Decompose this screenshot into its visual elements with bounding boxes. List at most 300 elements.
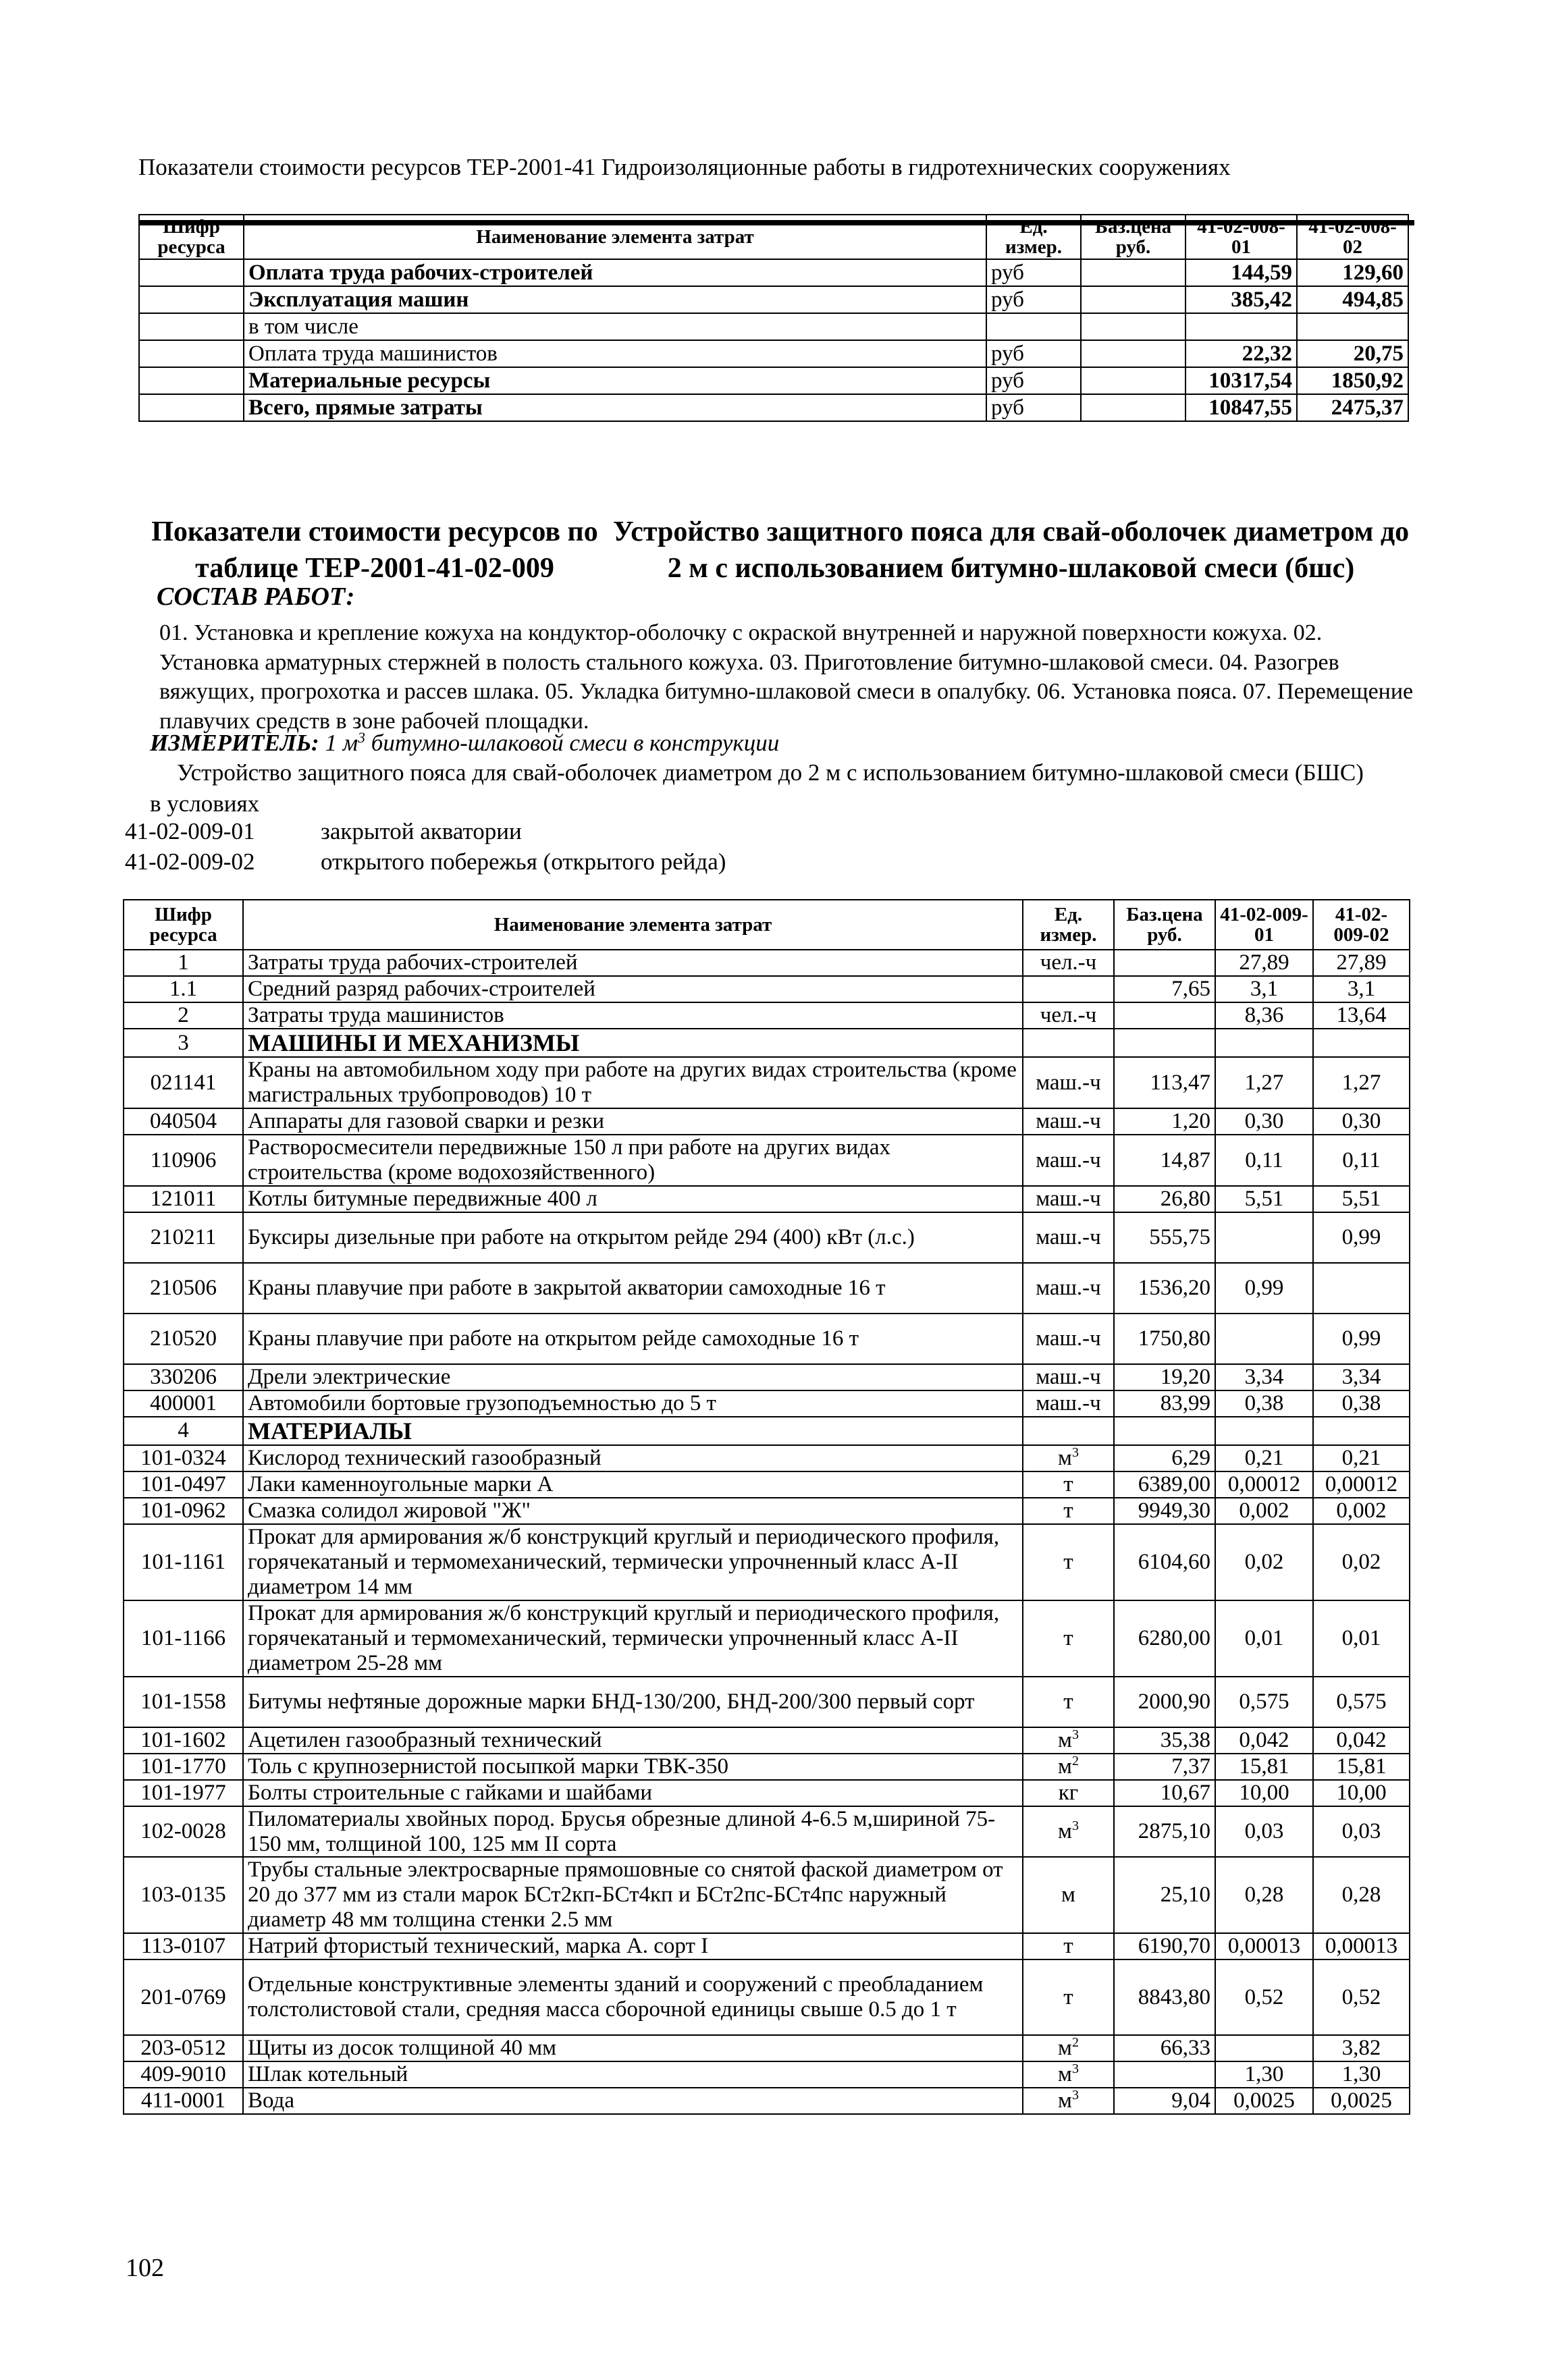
cell-variant-2: 2475,37 (1297, 394, 1408, 421)
cell-variant-2: 1,30 (1313, 2061, 1410, 2088)
cell-variant-1: 3,34 (1215, 1364, 1313, 1390)
composition-text: 01. Установка и крепление кожуха на кондуктор-оболочку с окраской внутренней и наружной поверхности кожуха. 02. Установка арматурных стержней в полость стального кожуха. 03. Приготовление битумно-шлаковой смеси. 04. Разогрев вяжущих, прогрохотка и рассев шлака. 05. Укладка битумно-шлаковой смеси в опалубку. 06. Установка пояса. 07. Перемещение плавучих средств в зоне рабочей площадки. (159, 620, 1414, 734)
cell-base-price (1081, 367, 1185, 394)
cell-code: 330206 (124, 1364, 243, 1390)
unit-text: т (1063, 1498, 1073, 1523)
col-header-code: Шифр ресурса (139, 215, 244, 259)
variant-line (125, 818, 522, 845)
cell-unit (1023, 1806, 1114, 1858)
table-row (124, 2035, 1410, 2061)
cell-code: 101-1161 (124, 1524, 243, 1600)
cell-name: Ацетилен газообразный технический (243, 1727, 1023, 1754)
cell-unit (1023, 2088, 1114, 2114)
cell-base-price: 25,10 (1114, 1857, 1215, 1933)
table-row (124, 1959, 1410, 2035)
cell-variant-2: 0,002 (1313, 1498, 1410, 1524)
resources-table-header (124, 900, 1410, 950)
cell-name: Болты строительные с гайками и шайбами (243, 1780, 1023, 1806)
cell-base-price: 83,99 (1114, 1390, 1215, 1417)
table-reference-title: Показатели стоимости ресурсов по таблице ТЕР-2001-41-02-009 (151, 516, 598, 584)
cell-code: 210211 (124, 1212, 243, 1263)
unit-text: маш.-ч (1036, 1326, 1101, 1351)
unit-text: м (1058, 2036, 1072, 2061)
cell-unit (1023, 1057, 1114, 1108)
cell-name: Трубы стальные электросварные прямошовные со снятой фаской диаметром от 20 до 377 мм из стали марок БСт2кп-БСт4кп и БСт2пс-БСт4пс наружный диаметр 48 мм толщина стенки 2.5 мм (243, 1857, 1023, 1933)
cell-unit (1023, 1212, 1114, 1263)
cell-name: Отдельные конструктивные элементы зданий и сооружений с преобладанием толстолистовой стали, средняя масса сборочной единицы свыше 0.5 до 1 т (243, 1959, 1023, 2035)
cell-base-price: 1750,80 (1114, 1314, 1215, 1364)
col-header-unit: Ед. измер. (1023, 900, 1114, 950)
cell-unit (1023, 1959, 1114, 2035)
cell-variant-2: 0,00012 (1313, 1471, 1410, 1498)
cell-variant-2: 1,27 (1313, 1057, 1410, 1108)
cell-code: 101-0324 (124, 1445, 243, 1471)
cell-unit (1023, 1314, 1114, 1364)
cell-name: Смазка солидол жировой "Ж" (243, 1498, 1023, 1524)
table-row (124, 1471, 1410, 1498)
cell-variant-1 (1215, 1029, 1313, 1057)
cell-unit (1023, 1263, 1114, 1314)
cell-base-price (1114, 2061, 1215, 2088)
cell-unit (1023, 1445, 1114, 1471)
cell-base-price: 6190,70 (1114, 1933, 1215, 1959)
cell-name: Прокат для армирования ж/б конструкций круглый и периодического профиля, горячекатаный и термомеханический, термически упрочненный класс А-II диаметром 25-28 мм (243, 1600, 1023, 1677)
cell-name: Котлы битумные передвижные 400 л (243, 1186, 1023, 1212)
cell-unit (1023, 1390, 1114, 1417)
section-row (124, 1029, 1410, 1057)
cell-code: 400001 (124, 1390, 243, 1417)
cell-name: Затраты труда машинистов (243, 1002, 1023, 1029)
cell-variant-1: 0,38 (1215, 1390, 1313, 1417)
cell-unit (1023, 976, 1114, 1002)
cell-name: Щиты из досок толщиной 40 мм (243, 2035, 1023, 2061)
cell-variant-1: 385,42 (1185, 286, 1297, 313)
cell-base-price (1114, 1029, 1215, 1057)
cell-name: Оплата труда рабочих-строителей (244, 259, 986, 286)
table-row (124, 1364, 1410, 1390)
cell-base-price: 2875,10 (1114, 1806, 1215, 1858)
cell-base-price (1114, 950, 1215, 976)
table-row (124, 1135, 1410, 1186)
cell-name: Вода (243, 2088, 1023, 2114)
cell-name: Буксиры дизельные при работе на открытом рейде 294 (400) кВт (л.с.) (243, 1212, 1023, 1263)
cell-code: 101-0962 (124, 1498, 243, 1524)
unit-exponent: 3 (1071, 2061, 1079, 2077)
cell-unit (1023, 1524, 1114, 1600)
cell-variant-2: 129,60 (1297, 259, 1408, 286)
cell-name: Краны плавучие при работе в закрытой акватории самоходные 16 т (243, 1263, 1023, 1314)
resources-table-body (124, 950, 1410, 2114)
unit-exponent: 3 (1071, 2088, 1079, 2103)
col-header-unit: Ед. измер. (986, 215, 1081, 259)
cell-code: 203-0512 (124, 2035, 243, 2061)
col-header-base-price: Баз.цена руб. (1114, 900, 1215, 950)
cell-name: МАШИНЫ И МЕХАНИЗМЫ (243, 1029, 1023, 1057)
cell-base-price: 113,47 (1114, 1057, 1215, 1108)
cell-variant-2: 3,34 (1313, 1364, 1410, 1390)
cell-variant-1: 0,28 (1215, 1857, 1313, 1933)
cell-variant-2: 5,51 (1313, 1186, 1410, 1212)
cell-variant-1: 22,32 (1185, 340, 1297, 367)
cell-variant-2: 0,52 (1313, 1959, 1410, 2035)
cell-name: в том числе (244, 313, 986, 340)
cell-variant-1: 144,59 (1185, 259, 1297, 286)
measure-line (150, 729, 779, 757)
unit-text: маш.-ч (1036, 1364, 1101, 1389)
col-header-variant-1: 41-02-009-01 (1215, 900, 1313, 950)
unit-text: чел.-ч (1040, 950, 1097, 975)
cell-variant-1: 0,01 (1215, 1600, 1313, 1677)
cell-code (139, 340, 244, 367)
cell-name: Кислород технический газообразный (243, 1445, 1023, 1471)
cell-variant-2: 0,0025 (1313, 2088, 1410, 2114)
col-header-variant-2: 41-02-009-02 (1313, 900, 1410, 950)
cell-code: 201-0769 (124, 1959, 243, 2035)
cell-base-price: 14,87 (1114, 1135, 1215, 1186)
col-header-name: Наименование элемента затрат (244, 215, 986, 259)
col-header-variant-2: 41-02-008-02 (1297, 215, 1408, 259)
cell-unit (1023, 1186, 1114, 1212)
cell-variant-2: 0,575 (1313, 1677, 1410, 1727)
unit-text: т (1063, 1934, 1073, 1959)
col-header-code: Шифр ресурса (124, 900, 243, 950)
unit-text: м (1058, 1754, 1072, 1779)
cell-code: 101-1166 (124, 1600, 243, 1677)
cell-base-price: 8843,80 (1114, 1959, 1215, 2035)
table-row (124, 950, 1410, 976)
table-row (124, 1390, 1410, 1417)
table-row (124, 1600, 1410, 1677)
table-row (124, 1677, 1410, 1727)
cell-variant-1: 0,30 (1215, 1108, 1313, 1135)
unit-text: маш.-ч (1036, 1390, 1101, 1415)
variant-text: открытого побережья (открытого рейда) (321, 848, 726, 875)
cell-base-price: 6389,00 (1114, 1471, 1215, 1498)
cell-code: 210506 (124, 1263, 243, 1314)
cell-variant-1 (1185, 313, 1297, 340)
cell-variant-1: 10,00 (1215, 1780, 1313, 1806)
cell-base-price: 7,65 (1114, 976, 1215, 1002)
unit-text: м (1058, 1446, 1072, 1471)
col-header-name: Наименование элемента затрат (243, 900, 1023, 950)
table-row (139, 286, 1408, 313)
composition-heading: СОСТАВ РАБОТ: (157, 583, 355, 611)
cell-variant-1 (1215, 2035, 1313, 2061)
cell-variant-1: 0,52 (1215, 1959, 1313, 2035)
cell-unit (986, 313, 1081, 340)
cell-variant-2: 0,28 (1313, 1857, 1410, 1933)
cell-variant-1 (1215, 1314, 1313, 1364)
cell-unit (1023, 1933, 1114, 1959)
table-row (139, 259, 1408, 286)
table-row (124, 1108, 1410, 1135)
measure-exponent: 3 (358, 729, 366, 746)
table-row (124, 1524, 1410, 1600)
cell-base-price: 6280,00 (1114, 1600, 1215, 1677)
cell-base-price (1081, 394, 1185, 421)
cell-variant-2: 0,21 (1313, 1445, 1410, 1471)
cell-variant-1: 0,0025 (1215, 2088, 1313, 2114)
cell-variant-1 (1215, 1212, 1313, 1263)
cell-code: 021141 (124, 1057, 243, 1108)
cell-code: 411-0001 (124, 2088, 243, 2114)
table-row (124, 1933, 1410, 1959)
unit-text: чел.-ч (1040, 1002, 1097, 1027)
cell-code: 3 (124, 1029, 243, 1057)
cell-name: Шлак котельный (243, 2061, 1023, 2088)
cell-variant-1: 1,27 (1215, 1057, 1313, 1108)
cell-base-price: 6104,60 (1114, 1524, 1215, 1600)
cell-unit (1023, 1364, 1114, 1390)
cell-code: 1.1 (124, 976, 243, 1002)
cell-code: 101-1770 (124, 1754, 243, 1780)
table-row (139, 313, 1408, 340)
cell-variant-1: 0,99 (1215, 1263, 1313, 1314)
cell-variant-1: 0,002 (1215, 1498, 1313, 1524)
cell-variant-2: 0,38 (1313, 1390, 1410, 1417)
cell-base-price: 1536,20 (1114, 1263, 1215, 1314)
cell-variant-1 (1215, 1417, 1313, 1445)
variant-code: 41-02-009-01 (125, 818, 255, 844)
cell-unit: руб (986, 259, 1081, 286)
cell-base-price: 10,67 (1114, 1780, 1215, 1806)
unit-text: маш.-ч (1036, 1070, 1101, 1095)
cell-variant-1: 0,00012 (1215, 1471, 1313, 1498)
cell-unit: руб (986, 286, 1081, 313)
cell-variant-2 (1313, 1263, 1410, 1314)
unit-text: т (1063, 1984, 1073, 2009)
cell-code: 409-9010 (124, 2061, 243, 2088)
cell-code: 102-0028 (124, 1806, 243, 1858)
cell-variant-2: 0,00013 (1313, 1933, 1410, 1959)
unit-text: м (1058, 1819, 1072, 1844)
unit-text: маш.-ч (1036, 1147, 1101, 1172)
cell-name: Прокат для армирования ж/б конструкций круглый и периодического профиля, горячекатаный и термомеханический, термически упрочненный класс А-II диаметром 14 мм (243, 1524, 1023, 1600)
cell-name: Материальные ресурсы (244, 367, 986, 394)
cell-variant-2: 1850,92 (1297, 367, 1408, 394)
table-row (124, 2088, 1410, 2114)
unit-text: м (1058, 2062, 1072, 2087)
unit-text: т (1063, 1689, 1073, 1714)
section-row (124, 1417, 1410, 1445)
cell-code: 210520 (124, 1314, 243, 1364)
cell-base-price (1081, 340, 1185, 367)
cell-variant-1: 10847,55 (1185, 394, 1297, 421)
cell-base-price: 2000,90 (1114, 1677, 1215, 1727)
cell-unit (1023, 1780, 1114, 1806)
cell-unit (1023, 2061, 1114, 2088)
unit-text: м (1061, 1883, 1075, 1908)
cell-name: Оплата труда машинистов (244, 340, 986, 367)
cell-code: 121011 (124, 1186, 243, 1212)
cell-variant-2: 13,64 (1313, 1002, 1410, 1029)
unit-text: м (1058, 1727, 1072, 1752)
cell-unit (1023, 1754, 1114, 1780)
unit-text: маш.-ч (1036, 1275, 1101, 1300)
page-number: 102 (126, 2254, 164, 2282)
cell-name: Битумы нефтяные дорожные марки БНД-130/200, БНД-200/300 первый сорт (243, 1677, 1023, 1727)
cell-variant-1: 0,11 (1215, 1135, 1313, 1186)
cell-code: 103-0135 (124, 1857, 243, 1933)
cell-base-price: 9949,30 (1114, 1498, 1215, 1524)
cell-unit (1023, 1135, 1114, 1186)
measure-label: ИЗМЕРИТЕЛЬ: (150, 730, 319, 756)
cell-unit (1023, 1727, 1114, 1754)
measure-text: битумно-шлаковой смеси в конструкции (371, 730, 780, 756)
cell-name: Дрели электрические (243, 1364, 1023, 1390)
table-row (139, 340, 1408, 367)
cell-name: Автомобили бортовые грузоподъемностью до 5 т (243, 1390, 1023, 1417)
unit-text: маш.-ч (1036, 1224, 1101, 1249)
cell-name: Краны на автомобильном ходу при работе на других видах строительства (кроме магистральных трубопроводов) 10 т (243, 1057, 1023, 1108)
cell-code: 4 (124, 1417, 243, 1445)
cell-variant-2: 0,01 (1313, 1600, 1410, 1677)
cell-code (139, 367, 244, 394)
running-header: Показатели стоимости ресурсов ТЕР-2001-41 Гидроизоляционные работы в гидротехнических сооружениях (138, 154, 1231, 180)
cell-code: 101-0497 (124, 1471, 243, 1498)
summary-table (138, 214, 1409, 422)
cell-variant-1: 15,81 (1215, 1754, 1313, 1780)
cell-variant-2: 20,75 (1297, 340, 1408, 367)
table-row (124, 1212, 1410, 1263)
cell-base-price (1114, 1417, 1215, 1445)
cell-unit (1023, 1417, 1114, 1445)
cell-unit: руб (986, 367, 1081, 394)
cell-variant-2: 0,11 (1313, 1135, 1410, 1186)
unit-exponent: 2 (1071, 2035, 1079, 2051)
cell-name: Лаки каменноугольные марки А (243, 1471, 1023, 1498)
cell-variant-2 (1297, 313, 1408, 340)
table-row (124, 1057, 1410, 1108)
unit-text: кг (1058, 1780, 1079, 1805)
cell-code (139, 313, 244, 340)
cell-variant-2: 0,30 (1313, 1108, 1410, 1135)
work-description: Устройство защитного пояса для свай-оболочек диаметром до 2 м с использованием битумно-шлаковой смеси (БШС) в условиях (150, 759, 1364, 817)
cell-name: Растворосмесители передвижные 150 л при работе на других видах строительства (кроме водохозяйственного) (243, 1135, 1023, 1186)
cell-variant-2: 0,99 (1313, 1212, 1410, 1263)
cell-name: Толь с крупнозернистой посыпкой марки ТВК-350 (243, 1754, 1023, 1780)
cell-unit (1023, 1857, 1114, 1933)
cell-variant-1: 3,1 (1215, 976, 1313, 1002)
cell-variant-1: 0,042 (1215, 1727, 1313, 1754)
resources-table (123, 899, 1410, 2115)
cell-variant-2: 0,03 (1313, 1806, 1410, 1858)
cell-name: Натрий фтористый технический, марка А. сорт I (243, 1933, 1023, 1959)
table-row (124, 1727, 1410, 1754)
cell-unit (1023, 1029, 1114, 1057)
cell-unit (1023, 1600, 1114, 1677)
cell-variant-1: 0,03 (1215, 1806, 1313, 1858)
cell-code: 1 (124, 950, 243, 976)
unit-text: маш.-ч (1036, 1109, 1101, 1134)
unit-text: м (1058, 2088, 1072, 2113)
col-header-variant-1: 41-02-008-01 (1185, 215, 1297, 259)
measure-value: 1 м (325, 730, 358, 756)
table-row (124, 1498, 1410, 1524)
cell-variant-1: 0,00013 (1215, 1933, 1313, 1959)
cell-base-price: 26,80 (1114, 1186, 1215, 1212)
table-row (124, 1857, 1410, 1933)
cell-unit (1023, 1677, 1114, 1727)
cell-base-price: 35,38 (1114, 1727, 1215, 1754)
unit-exponent: 2 (1071, 1753, 1079, 1768)
cell-code: 101-1558 (124, 1677, 243, 1727)
cell-variant-1: 8,36 (1215, 1002, 1313, 1029)
cell-unit (1023, 1002, 1114, 1029)
table-row (139, 394, 1408, 421)
cell-code: 040504 (124, 1108, 243, 1135)
variant-text: закрытой акватории (321, 818, 522, 844)
cell-variant-2: 0,02 (1313, 1524, 1410, 1600)
table-row (124, 1754, 1410, 1780)
cell-unit (1023, 1471, 1114, 1498)
cell-unit (1023, 950, 1114, 976)
table-row (124, 1780, 1410, 1806)
cell-code (139, 286, 244, 313)
unit-exponent: 3 (1071, 1818, 1079, 1834)
cell-variant-2: 0,042 (1313, 1727, 1410, 1754)
unit-text: т (1063, 1625, 1073, 1650)
cell-variant-2: 3,82 (1313, 2035, 1410, 2061)
summary-table-header (139, 215, 1408, 259)
cell-code: 101-1602 (124, 1727, 243, 1754)
table-row (124, 1186, 1410, 1212)
cell-unit: руб (986, 340, 1081, 367)
unit-exponent: 3 (1071, 1445, 1079, 1461)
cell-variant-2 (1313, 1417, 1410, 1445)
unit-text: маш.-ч (1036, 1186, 1101, 1211)
cell-variant-1: 0,02 (1215, 1524, 1313, 1600)
cell-name: Эксплуатация машин (244, 286, 986, 313)
table-row (124, 1263, 1410, 1314)
cell-name: Всего, прямые затраты (244, 394, 986, 421)
cell-code: 2 (124, 1002, 243, 1029)
cell-variant-1: 0,575 (1215, 1677, 1313, 1727)
table-row (124, 1002, 1410, 1029)
variant-line (125, 848, 726, 875)
cell-code: 110906 (124, 1135, 243, 1186)
cell-base-price: 555,75 (1114, 1212, 1215, 1263)
cell-base-price: 66,33 (1114, 2035, 1215, 2061)
cell-base-price (1081, 259, 1185, 286)
work-title: Устройство защитного пояса для свай-оболочек диаметром до 2 м с использованием битумно-шлаковой смеси (бшс) (612, 516, 1410, 584)
unit-exponent: 3 (1071, 1727, 1079, 1742)
cell-name: МАТЕРИАЛЫ (243, 1417, 1023, 1445)
cell-base-price: 6,29 (1114, 1445, 1215, 1471)
cell-name: Затраты труда рабочих-строителей (243, 950, 1023, 976)
unit-text: т (1063, 1472, 1073, 1497)
cell-base-price: 1,20 (1114, 1108, 1215, 1135)
cell-variant-1: 5,51 (1215, 1186, 1313, 1212)
cell-variant-2: 494,85 (1297, 286, 1408, 313)
table-row (139, 367, 1408, 394)
cell-base-price: 9,04 (1114, 2088, 1215, 2114)
cell-variant-2: 0,99 (1313, 1314, 1410, 1364)
cell-variant-1: 10317,54 (1185, 367, 1297, 394)
cell-code (139, 259, 244, 286)
cell-name: Пиломатериалы хвойных пород. Брусья обрезные длиной 4-6.5 м,шириной 75-150 мм, толщиной 100, 125 мм II сорта (243, 1806, 1023, 1858)
cell-name: Средний разряд рабочих-строителей (243, 976, 1023, 1002)
cell-base-price (1081, 313, 1185, 340)
cell-base-price: 7,37 (1114, 1754, 1215, 1780)
cell-unit (1023, 1498, 1114, 1524)
cell-variant-1: 0,21 (1215, 1445, 1313, 1471)
cell-variant-2 (1313, 1029, 1410, 1057)
summary-table-body (139, 259, 1408, 421)
cell-variant-1: 1,30 (1215, 2061, 1313, 2088)
cell-unit (1023, 2035, 1114, 2061)
cell-code: 101-1977 (124, 1780, 243, 1806)
